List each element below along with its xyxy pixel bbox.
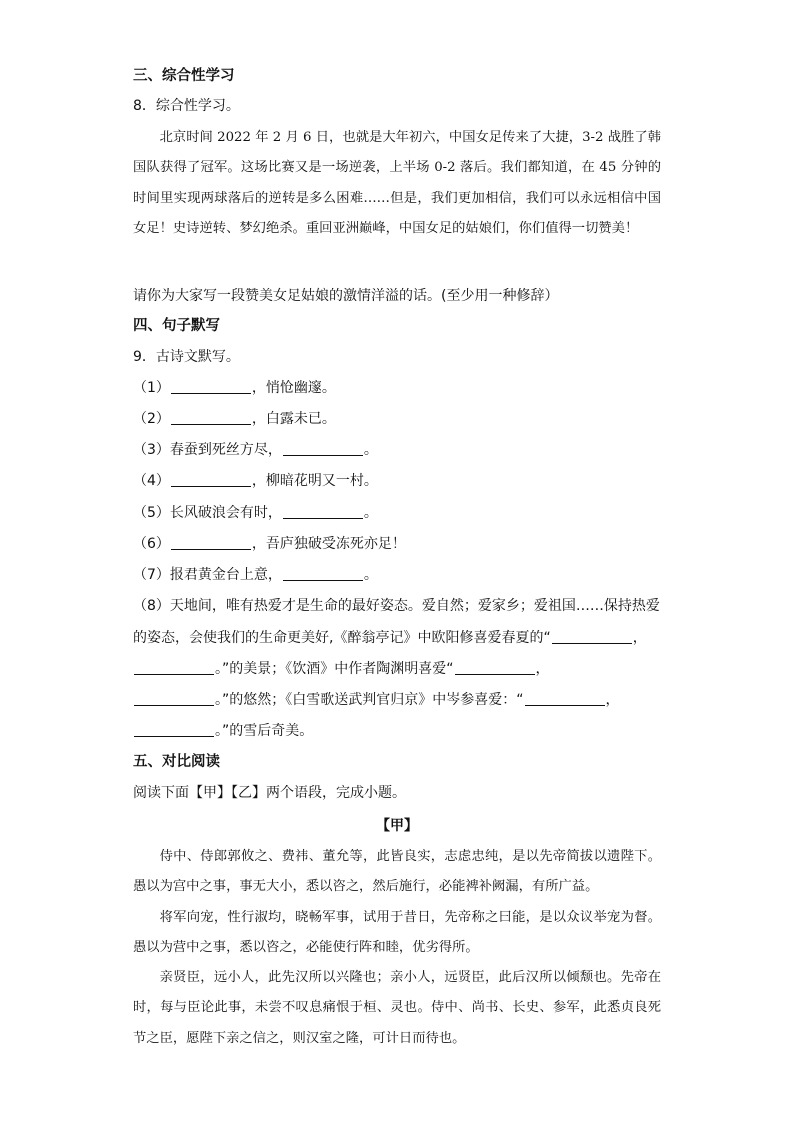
item-text: 长风破浪会有时， — [169, 505, 282, 521]
fill-blank[interactable] — [525, 691, 605, 706]
passage-women-football — [133, 123, 661, 244]
poem-item-4 — [133, 471, 378, 491]
item-text: 报君黄金台上意， — [169, 567, 282, 583]
fill-blank[interactable] — [134, 660, 214, 675]
section-heading-4: 四、句子默写 — [133, 318, 220, 334]
question-8-title: 8．综合性学习。 — [133, 98, 240, 114]
fill-blank[interactable] — [455, 660, 535, 675]
reading-intro: 阅读下面【甲】【乙】两个语段，完成小题。 — [133, 785, 406, 801]
passage-jia-paragraph-3: 亲贤臣，远小人，此先汉所以兴隆也；亲小人，远贤臣，此后汉所以倾颓也。先帝在时，每与臣论此事，未尝不叹息痛恨于桓、灵也。侍中、尚书、长史、参军，此悉贞良死节之臣，愿陛下亲之信之，则汉室之隆，可计日而待也。 — [133, 970, 661, 1046]
fill-blank[interactable] — [171, 535, 251, 550]
item-text: 。”的悠然；《白雪歌送武判官归京》中岑参喜爱：“ — [215, 692, 524, 708]
fill-blank[interactable] — [171, 410, 251, 425]
item-end: ， — [605, 692, 620, 708]
item-end: 。 — [363, 505, 378, 521]
fill-blank[interactable] — [134, 722, 214, 737]
poem-item-1 — [133, 378, 336, 398]
item-text: ，悄怆幽邃。 — [251, 380, 336, 396]
item-number: （1） — [133, 380, 170, 396]
section-heading-3: 三、综合性学习 — [133, 68, 235, 84]
item-text: 春蚕到死丝方尽， — [169, 442, 282, 458]
fill-blank[interactable] — [283, 441, 363, 456]
passage-jia-paragraph-2: 将军向宠，性行淑均，晓畅军事，试用于昔日，先帝称之曰能，是以众议举宠为督。愚以为营中之事，悉以咨之，必能使行阵和睦，优劣得所。 — [133, 909, 661, 955]
passage-label-jia: 【甲】 — [376, 818, 418, 834]
fill-blank[interactable] — [171, 379, 251, 394]
poem-item-8-line-1: （8）天地间，唯有热爱才是生命的最好姿态。爱自然；爱家乡；爱祖国……保持热爱 — [133, 598, 660, 614]
item-end: 。”的雪后奇美。 — [215, 723, 314, 739]
fill-blank[interactable] — [283, 566, 363, 581]
passage-jia-paragraph-1: 侍中、侍郎郭攸之、费祎、董允等，此皆良实，志虑忠纯，是以先帝简拔以遗陛下。愚以为宫中之事，事无大小，悉以咨之，然后施行，必能裨补阙漏，有所广益。 — [133, 849, 661, 895]
item-end: 。 — [363, 567, 378, 583]
fill-blank[interactable] — [134, 691, 214, 706]
item-number: （6） — [133, 536, 170, 552]
poem-item-2 — [133, 409, 336, 429]
item-number: （3） — [133, 442, 170, 458]
item-number: （7） — [133, 567, 170, 583]
fill-blank[interactable] — [171, 472, 251, 487]
item-end: ， — [632, 630, 647, 646]
item-end: 。 — [363, 442, 378, 458]
poem-item-8-line-5 — [133, 721, 313, 741]
item-end: ， — [535, 661, 550, 677]
poem-item-8-line-3 — [133, 659, 550, 679]
item-number: （4） — [133, 473, 170, 489]
item-number: （5） — [133, 505, 170, 521]
question-8-instruction: 请你为大家写一段赞美女足姑娘的激情洋溢的话。(至少用一种修辞） — [133, 288, 559, 304]
fill-blank[interactable] — [552, 629, 632, 644]
item-text: 的姿态，会使我们的生命更美好,《醉翁亭记》中欧阳修喜爱春夏的“ — [133, 630, 551, 646]
poem-item-7 — [133, 565, 378, 585]
question-9-title: 9．古诗文默写。 — [133, 349, 240, 365]
poem-item-5 — [133, 503, 378, 523]
item-number: （2） — [133, 411, 170, 427]
section-heading-5: 五、对比阅读 — [133, 754, 220, 770]
poem-item-8-line-2 — [133, 628, 647, 648]
poem-item-6 — [133, 534, 406, 554]
item-text: ，柳暗花明又一村。 — [251, 473, 378, 489]
fill-blank[interactable] — [283, 504, 363, 519]
passage-paragraph: 北京时间 2022 年 2 月 6 日，也就是大年初六，中国女足传来了大捷，3-2 战胜了韩国队获得了冠军。这场比赛又是一场逆袭，上半场 0-2 落后。我们都知道，在 45 分钟的时间里实现两球落后的逆转是多么困难……但是，我们更加相信，我们可以永远相信中国女足！史诗逆转、梦幻绝杀。重回亚洲巅峰，中国女足的姑娘们，你们值得一切赞美！ — [133, 130, 661, 236]
passage-jia — [133, 842, 661, 1054]
poem-item-3 — [133, 440, 378, 460]
poem-item-8-line-4 — [133, 690, 620, 710]
item-text: ，吾庐独破受冻死亦足！ — [251, 536, 406, 552]
item-text: ，白露未已。 — [251, 411, 336, 427]
item-text: 。”的美景；《饮酒》中作者陶渊明喜爱“ — [215, 661, 454, 677]
